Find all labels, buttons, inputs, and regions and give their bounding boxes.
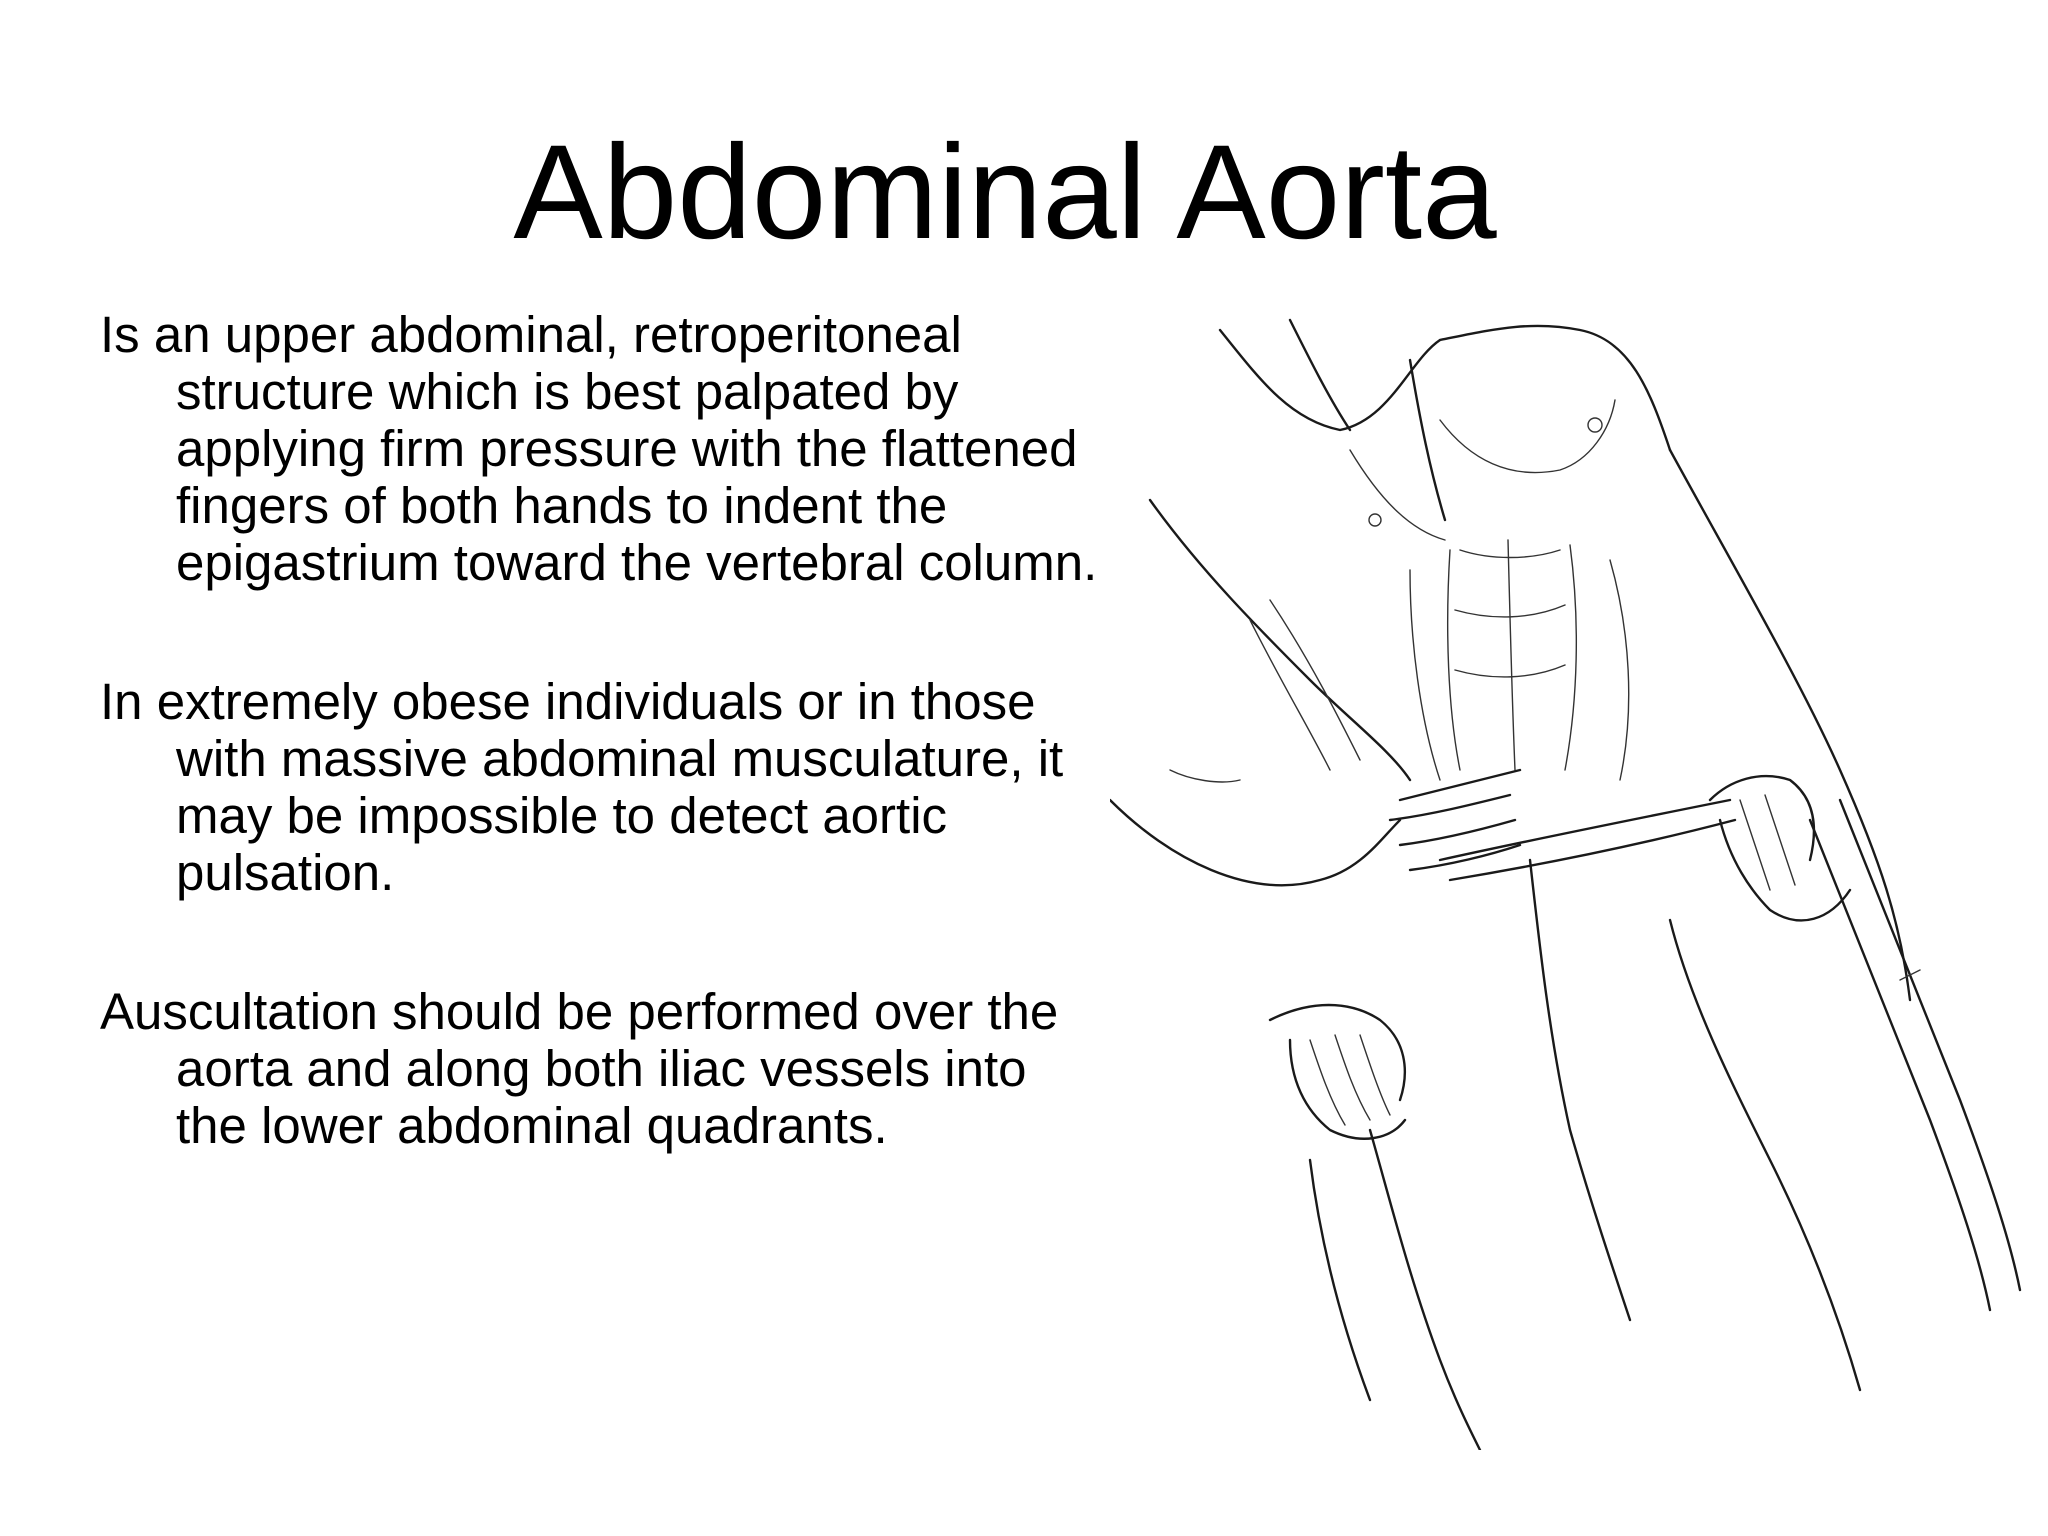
torso-outline xyxy=(1220,320,1910,1000)
bullet-obese-individuals: In extremely obese individuals or in those with massive abdominal musculature, it may be impossible to detect aortic pulsation. xyxy=(100,673,1064,901)
bullet-list xyxy=(100,306,1110,1236)
patient-right-hand xyxy=(1710,776,1850,920)
bed-rail xyxy=(1810,800,2020,1310)
palpation-drawing xyxy=(1110,300,2048,1450)
lower-hand xyxy=(1270,1005,1405,1139)
abdominal-palpation-illustration xyxy=(1110,300,2048,1450)
examiner-fingers xyxy=(1390,770,1520,870)
bullet-palpation: Is an upper abdominal, retroperitoneal structure which is best palpated by applying firm pressure with the flattened fingers of both hands to indent the epigastrium toward the vertebral column. xyxy=(100,306,1098,591)
patient-legs xyxy=(1310,860,1860,1450)
abdominal-muscles xyxy=(1350,400,1629,780)
slide-title: Abdominal Aorta xyxy=(513,118,1497,267)
examiner-left-arm xyxy=(1110,500,1410,885)
bullet-auscultation: Auscultation should be performed over the aorta and along both iliac vessels into the lower abdominal quadrants. xyxy=(100,983,1059,1154)
waistband xyxy=(1440,800,1735,880)
